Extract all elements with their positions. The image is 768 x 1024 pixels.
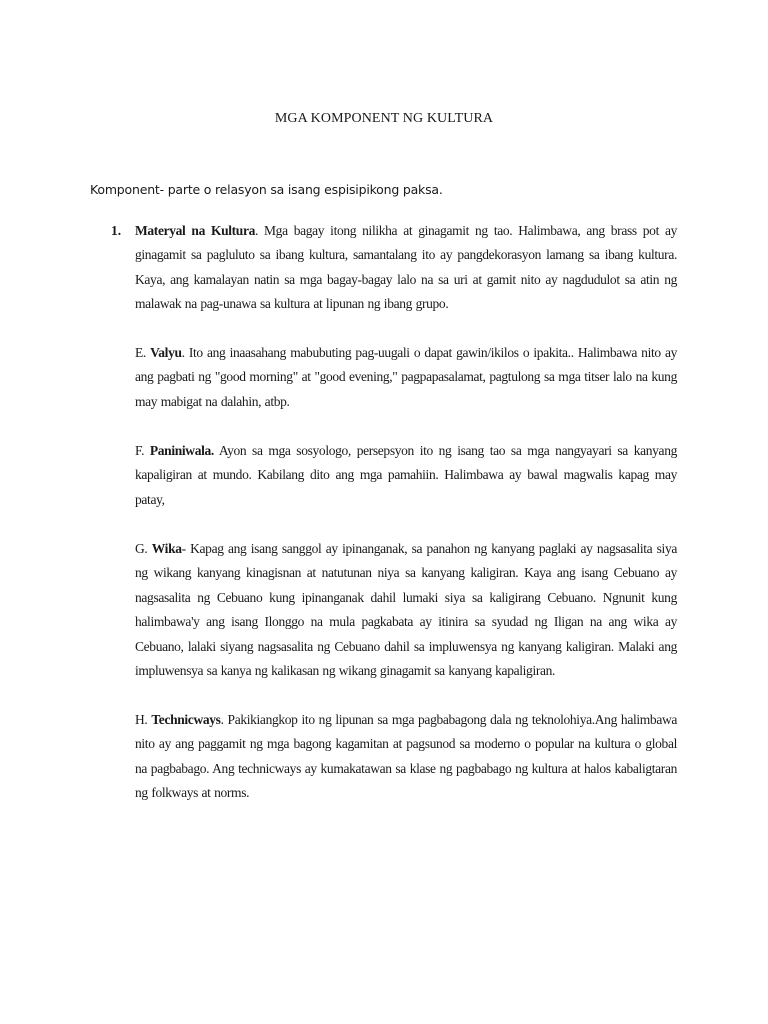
section-marker: E.	[135, 345, 146, 360]
section-term: Valyu	[150, 345, 182, 360]
section-body: - Kapag ang isang sanggol ay ipinanganak, sa panahon ng kanyang paglaki ay nagsasalita siya ng wikang kanyang kinagisnan at natutunan niya sa kanyang kaligiran. Kaya ang isang Cebuano ay nagsasalita ng Cebuano kung ipinanganak dahil lumaki siya sa kaligirang Cebuano. Ngnunit kung halimbawa'y ang isang Ilonggo na mula pagkabata ay itinira sa syudad ng Iligan na ang wika ay Cebuano, lalaki siyang nagsasalita ng Cebuano dahil sa impluwensya ng kanyang kaligiran. Malaki ang impluwensya sa kanya ng kalikasan ng wikang ginagamit sa kanyang kapaligiran.	[135, 541, 677, 679]
section-term: Wika	[151, 541, 182, 556]
section-technicways	[135, 708, 677, 806]
document-title: MGA KOMPONENT NG KULTURA	[274, 111, 494, 126]
section-body: . Mga bagay itong nilikha at ginagamit ng tao. Halimbawa, ang brass pot ay ginagamit sa pagluluto sa ibang kultura, samantalang ito ay pangdekorasyon lamang sa ibang kultura. Kaya, ang kamalayan natin sa mga bagay-bagay lalo na sa uri at gamit nito ay nagdudulot sa atin ng malawak na pag-unawa sa kultura at lipunan ng ibang grupo.	[135, 223, 677, 312]
section-body: . Ito ang inaasahang mabubuting pag-uugali o dapat gawin/ikilos o ipakita.. Halimbawa nito ay ang pagbati ng "good morning" at "good evening," pagpapasalamat, pagtulong sa mga titser lalo na kung may mabigat na dalahin, atbp.	[135, 345, 677, 409]
section-materyal-na-kultura	[135, 219, 677, 317]
section-marker: G.	[135, 541, 148, 556]
section-term: Technicways	[151, 712, 221, 727]
section-paniniwala	[135, 439, 677, 512]
section-body: . Pakikiangkop ito ng lipunan sa mga pagbabagong dala ng teknolohiya.Ang halimbawa nito ay ang paggamit ng mga bagong kagamitan at pagsunod sa moderno o popular na kultura o global na pagbabago. Ang technicways ay kumakatawan sa klase ng pagbabago ng kultura at halos kabaligtaran ng folkways at norms.	[135, 712, 677, 801]
section-marker: F.	[135, 443, 145, 458]
section-marker: H.	[135, 712, 148, 727]
list-number-1: 1.	[111, 223, 122, 238]
section-valyu	[135, 341, 677, 414]
section-term: Paniniwala.	[149, 443, 214, 458]
section-wika	[135, 537, 677, 683]
intro-definition: Komponent- parte o relasyon sa isang espisipikong paksa.	[90, 182, 443, 197]
section-body: Ayon sa mga sosyologo, persepsyon ito ng isang tao sa mga nangyayari sa kanyang kapaligiran at mundo. Kabilang dito ang mga pamahiin. Halimbawa ay bawal magwalis kapag may patay,	[135, 443, 677, 507]
section-term: Materyal na Kultura	[135, 223, 256, 238]
